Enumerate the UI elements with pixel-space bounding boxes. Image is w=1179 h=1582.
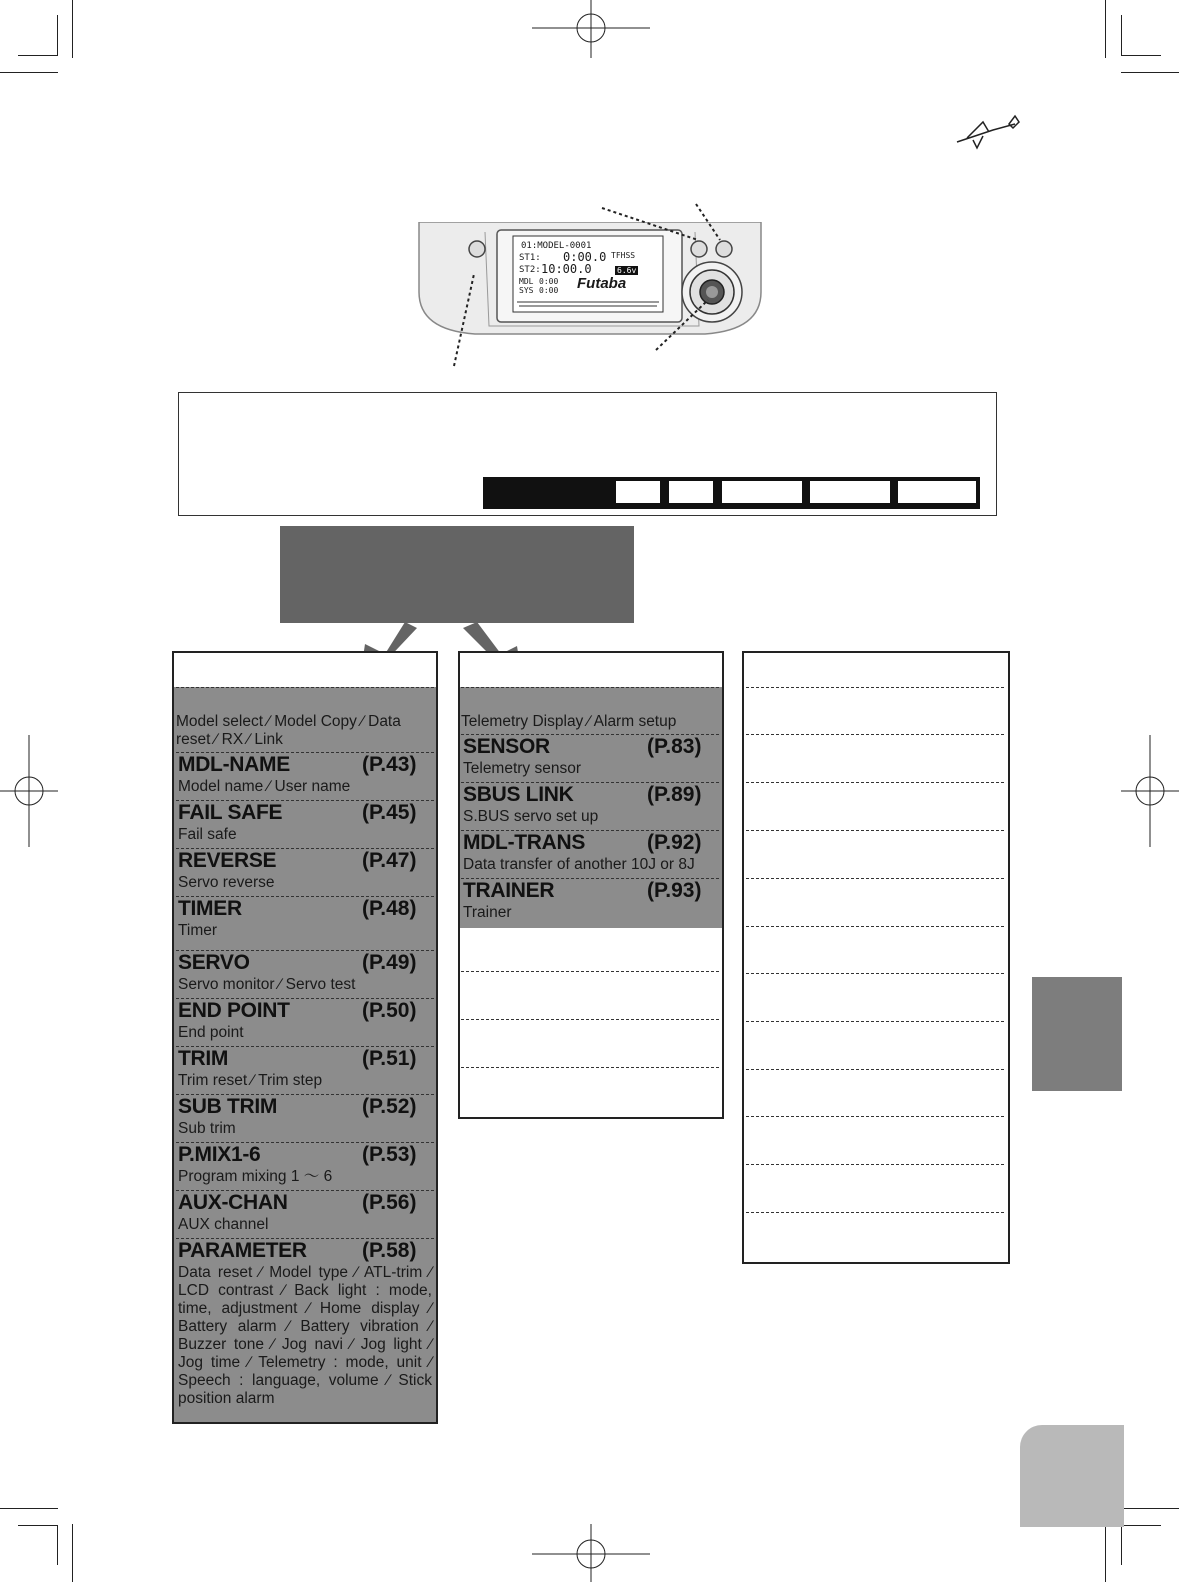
registration-target-bottom [532, 1522, 650, 1582]
crop-mark [72, 0, 73, 58]
lcd-brand: Futaba [577, 275, 627, 292]
page-number-tab [1020, 1425, 1124, 1527]
menu-item-page: (P.53) [362, 1143, 417, 1166]
empty-row-divider [461, 1019, 719, 1020]
crop-mark [1121, 55, 1161, 56]
crop-mark [0, 72, 58, 73]
menu-item-desc: Trim reset ∕ Trim step [178, 1072, 323, 1089]
menu-item-desc: Timer [178, 922, 218, 939]
function-cell [616, 481, 660, 503]
function-cell [669, 481, 713, 503]
menu-item-name[interactable]: MDL-TRANS [463, 831, 586, 854]
menu-item-name[interactable]: FAIL SAFE [178, 801, 283, 824]
menu-item-desc: S.BUS servo set up [463, 808, 599, 825]
menu-item-page: (P.89) [647, 783, 702, 806]
linkage-first-desc: Model select ∕ Model Copy ∕ Data reset ∕ RX ∕ Link [176, 713, 401, 748]
menu-item-name[interactable]: PARAMETER [178, 1239, 307, 1262]
menu-item-page: (P.56) [362, 1191, 417, 1214]
lcd-st2-time: 10:00.0 [541, 262, 592, 276]
function-cell [898, 481, 976, 503]
empty-row-divider [746, 782, 1004, 783]
empty-row-divider [461, 971, 719, 972]
menu-item-name[interactable]: SUB TRIM [178, 1095, 278, 1118]
crop-mark [18, 55, 58, 56]
crop-mark [57, 1525, 58, 1565]
registration-target-left [0, 735, 60, 847]
lcd-mdl-label: MDL [519, 277, 534, 286]
menu-item-desc: Data reset ∕ Model type ∕ ATL-trim ∕ LCD contrast ∕ Back light : mode, time, adjustment ∕ Home display ∕ Battery alarm ∕ Battery vibration ∕ Buzzer tone ∕ Jog navi ∕ Jog light ∕ Jog time ∕ Telemetry : mode, unit ∕ Speech : language, volume ∕ Stick position alarm [178, 1264, 432, 1407]
function-cell [810, 481, 890, 503]
menu-item-page: (P.50) [362, 999, 417, 1022]
menu-item-name[interactable]: END POINT [178, 999, 290, 1022]
menu-item-desc: Telemetry sensor [463, 760, 582, 777]
lcd-mdl-time: 0:00 [539, 277, 559, 286]
lcd-sys-time: 0:00 [539, 286, 559, 295]
crop-mark [1105, 1524, 1106, 1582]
menu-item-name[interactable]: SERVO [178, 951, 250, 974]
menu-item-desc: Servo monitor ∕ Servo test [178, 976, 356, 993]
crop-mark [1121, 15, 1122, 55]
crop-mark [1121, 1525, 1122, 1565]
lcd-st1-time: 0:00.0 [563, 250, 607, 264]
menu-item-desc: Model name ∕ User name [178, 778, 351, 795]
crop-mark [57, 15, 58, 55]
menu-item-name[interactable]: P.MIX1-6 [178, 1143, 261, 1166]
dark-header-box [280, 526, 634, 623]
telemetry-first-desc: Telemetry Display ∕ Alarm setup [461, 713, 677, 730]
menu-item-name[interactable]: TRIM [178, 1047, 229, 1070]
section-tab [1032, 977, 1122, 1091]
empty-row-divider [746, 1021, 1004, 1022]
menu-item-page: (P.52) [362, 1095, 417, 1118]
menu-item-desc: Fail safe [178, 826, 237, 843]
empty-row-divider [746, 1116, 1004, 1117]
menu-item-page: (P.49) [362, 951, 417, 974]
function-cell [722, 481, 802, 503]
crop-mark [1121, 72, 1179, 73]
registration-target-top [532, 0, 650, 60]
entry-divider [176, 687, 434, 688]
lcd-sys-label: SYS [519, 286, 534, 295]
menu-item-name[interactable]: SENSOR [463, 735, 550, 758]
lcd-system: TFHSS [611, 251, 636, 260]
menu-item-name[interactable]: TIMER [178, 897, 242, 920]
menu-item-page: (P.45) [362, 801, 417, 824]
empty-row-divider [746, 734, 1004, 735]
menu-item-page: (P.93) [647, 879, 702, 902]
empty-row-divider [746, 687, 1004, 688]
menu-item-desc: Sub trim [178, 1120, 236, 1137]
empty-row-divider [746, 1212, 1004, 1213]
crop-mark [18, 1525, 58, 1526]
menu-item-page: (P.47) [362, 849, 417, 872]
menu-item-desc: Servo reverse [178, 874, 275, 891]
crop-mark [0, 1508, 58, 1509]
registration-target-right [1119, 735, 1179, 847]
menu-item-name[interactable]: MDL-NAME [178, 753, 290, 776]
crop-mark [1121, 1508, 1179, 1509]
crop-mark [1121, 1525, 1161, 1526]
menu-item-page: (P.43) [362, 753, 417, 776]
menu-item-name[interactable]: SBUS LINK [463, 783, 574, 806]
right-menu-column [742, 651, 1010, 1264]
glider-icon [953, 112, 1023, 152]
lcd-st1-label: ST1: [519, 253, 541, 263]
menu-item-desc: End point [178, 1024, 244, 1041]
callout-lines [440, 200, 740, 370]
empty-row-divider [746, 878, 1004, 879]
empty-row-divider [746, 926, 1004, 927]
entry-divider [461, 687, 719, 688]
empty-row-divider [746, 830, 1004, 831]
menu-item-page: (P.92) [647, 831, 702, 854]
menu-item-name[interactable]: TRAINER [463, 879, 555, 902]
menu-item-desc: Trainer [463, 904, 512, 921]
empty-row-divider [746, 1069, 1004, 1070]
menu-item-page: (P.51) [362, 1047, 417, 1070]
lcd-st2-label: ST2: [519, 265, 541, 275]
menu-item-desc: Data transfer of another 10J or 8J [463, 856, 695, 873]
function-bar [483, 477, 980, 509]
crop-mark [1105, 0, 1106, 58]
lcd-model-line: 01:MODEL-0001 [521, 241, 592, 251]
empty-row-divider [746, 973, 1004, 974]
menu-item-name[interactable]: REVERSE [178, 849, 277, 872]
menu-item-desc: Program mixing 1 〜 6 [178, 1168, 333, 1185]
menu-item-page: (P.48) [362, 897, 417, 920]
menu-item-page: (P.58) [362, 1239, 417, 1262]
lcd-voltage: 6.6v [617, 266, 637, 275]
crop-mark [72, 1524, 73, 1582]
empty-row-divider [746, 1164, 1004, 1165]
menu-item-page: (P.83) [647, 735, 702, 758]
empty-row-divider [461, 1067, 719, 1068]
menu-item-name[interactable]: AUX-CHAN [178, 1191, 288, 1214]
menu-item-desc: AUX channel [178, 1216, 269, 1233]
